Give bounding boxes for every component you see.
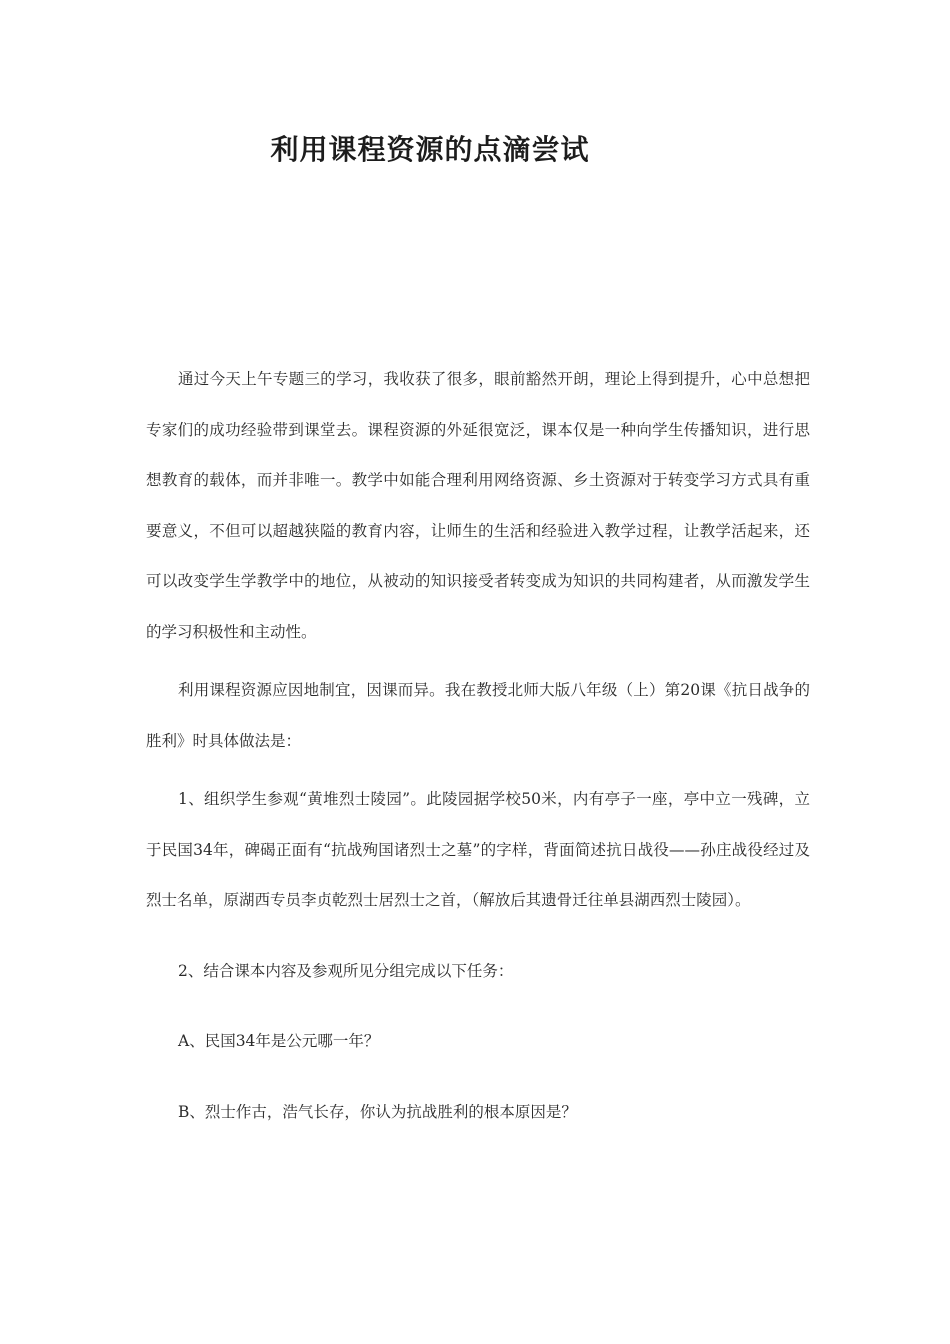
paragraph-question-a: A、民国34年是公元哪一年？ xyxy=(178,1032,380,1050)
document-title: 利用课程资源的点滴尝试 xyxy=(270,133,590,166)
document-body xyxy=(146,354,810,1137)
paragraph-intro: 通过今天上午专题三的学习，我收获了很多，眼前豁然开朗，理论上得到提升，心中总想把专家们的成功经验带到课堂去。课程资源的外延很宽泛，课本仅是一种向学生传播知识，进行思想教育的载体，而并非唯一。教学中如能合理利用网络资源、乡土资源对于转变学习方式具有重要意义，不但可以超越狭隘的教育内容，让师生的生活和经验进入教学过程，让教学活起来，还可以改变学生学教学中的地位，从被动的知识接受者转变成为知识的共同构建者，从而激发学生的学习积极性和主动性。 xyxy=(146,370,810,641)
paragraph-question-b: B、烈士作古，浩气长存，你认为抗战胜利的根本原因是？ xyxy=(178,1102,577,1121)
paragraph-step-1: 1、组织学生参观“黄堆烈士陵园”。此陵园据学校50米，内有亭子一座，亭中立一残碑，立于民国34年，碑碣正面有“抗战殉国诸烈士之墓”的字样，背面简述抗日战役——孙庄战役经过及烈士名单，原湖西专员李贞乾烈士居烈士之首，（解放后其遗骨迁往单县湖西烈士陵园）。 xyxy=(146,790,810,909)
paragraph-step-2: 2、结合课本内容及参观所见分组完成以下任务： xyxy=(178,961,514,980)
paragraph-method: 利用课程资源应因地制宜，因课而异。我在教授北师大版八年级（上）第20课《抗日战争的胜利》时具体做法是： xyxy=(146,681,810,750)
